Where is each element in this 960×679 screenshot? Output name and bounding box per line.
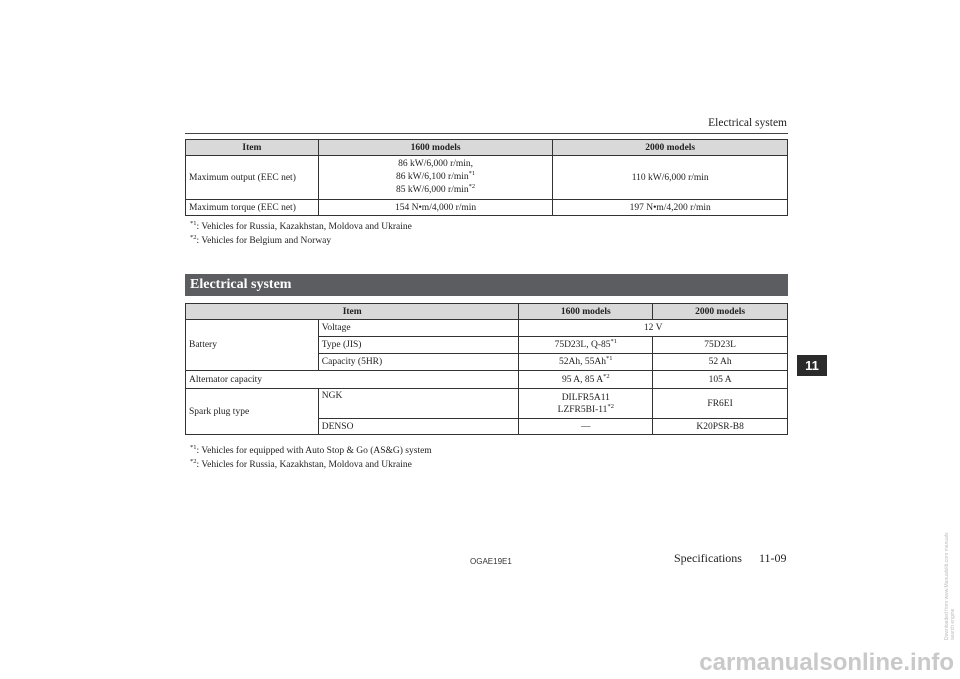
- col-header-item: Item: [186, 304, 519, 320]
- max-output-1600-line: 85 kW/6,000 r/min: [396, 185, 469, 195]
- footnote-mark: *1: [190, 219, 197, 227]
- alternator-1600: [519, 371, 653, 389]
- footnote-text: : Vehicles for Russia, Kazakhstan, Moldova and Ukraine: [196, 222, 412, 232]
- spark-ngk-1600: [519, 389, 653, 419]
- footnote-mark: *1: [190, 443, 197, 451]
- footer-section-title: Specifications: [674, 551, 742, 565]
- battery-type-1600: [519, 337, 653, 354]
- row-label-battery: Battery: [186, 320, 319, 371]
- spark-denso-1600: —: [519, 419, 653, 435]
- battery-type-2000: 75D23L: [653, 337, 788, 354]
- battery-type-1600-value: 75D23L, Q-85: [554, 340, 611, 350]
- max-torque-2000: 197 N•m/4,200 r/min: [553, 200, 788, 216]
- header-rule: [185, 133, 788, 134]
- battery-type-label: Type (JIS): [318, 337, 519, 354]
- footnote-mark: *1: [468, 169, 476, 177]
- spark-ngk-1600-line: LZFR5BI-11: [557, 404, 608, 415]
- alternator-2000: 105 A: [653, 371, 788, 389]
- engine-spec-table: [185, 139, 788, 216]
- col-header-2000: 2000 models: [553, 140, 788, 156]
- table-row: [186, 389, 788, 419]
- footnote-mark: *1: [606, 354, 613, 362]
- spark-ngk-2000: FR6EI: [653, 389, 788, 419]
- battery-capacity-1600: [519, 354, 653, 371]
- spark-ngk-1600-line: DILFR5A11: [561, 392, 610, 403]
- page-number: 11-09: [759, 551, 787, 565]
- col-header-1600: 1600 models: [519, 304, 653, 320]
- footnote: [190, 457, 412, 470]
- document-code: OGAE19E1: [470, 557, 512, 566]
- col-header-item: Item: [186, 140, 319, 156]
- spark-denso-2000: K20PSR-B8: [653, 419, 788, 435]
- col-header-2000: 2000 models: [653, 304, 788, 320]
- battery-capacity-label: Capacity (5HR): [318, 354, 519, 371]
- battery-voltage-value: 12 V: [519, 320, 788, 337]
- battery-capacity-1600-value: 52Ah, 55Ah: [559, 357, 607, 367]
- footnote-mark: *2: [607, 402, 614, 410]
- footnote-text: : Vehicles for Russia, Kazakhstan, Moldova and Ukraine: [196, 460, 412, 470]
- footnote: [190, 233, 332, 246]
- spark-denso-label: DENSO: [318, 419, 519, 435]
- row-label-alternator: Alternator capacity: [186, 371, 519, 389]
- footnote: [190, 219, 412, 232]
- running-title: Electrical system: [708, 117, 787, 129]
- row-label-spark-plug: Spark plug type: [186, 389, 319, 435]
- electrical-spec-table: [185, 303, 788, 435]
- watermark: carmanualsonline.info: [699, 649, 954, 676]
- section-title: Electrical system: [185, 274, 788, 296]
- footnote-mark: *1: [610, 337, 618, 345]
- row-label-max-output: Maximum output (EEC net): [186, 156, 319, 200]
- spark-ngk-label: NGK: [318, 389, 519, 419]
- max-output-1600-line: 86 kW/6,100 r/min: [396, 172, 469, 182]
- footnote-text: : Vehicles for Belgium and Norway: [196, 236, 332, 246]
- table-row: [186, 156, 788, 200]
- max-torque-1600: 154 N•m/4,000 r/min: [318, 200, 553, 216]
- max-output-1600-line: 86 kW/6,000 r/min,: [398, 159, 474, 169]
- footnote-mark: *2: [468, 182, 476, 190]
- max-output-2000: 110 kW/6,000 r/min: [553, 156, 788, 200]
- battery-capacity-2000: 52 Ah: [653, 354, 788, 371]
- max-output-1600: [318, 156, 553, 200]
- alternator-1600-value: 95 A, 85 A: [561, 374, 604, 385]
- table-row: [186, 371, 788, 389]
- footnote-mark: *2: [190, 233, 197, 241]
- footnote: [190, 443, 432, 456]
- side-watermark: Downloaded from www.Manualslib.com manuals search engine: [944, 532, 956, 640]
- footnote-text: : Vehicles for equipped with Auto Stop & Go (AS&G) system: [196, 446, 432, 456]
- footnote-mark: *2: [190, 457, 197, 465]
- table-row: [186, 320, 788, 337]
- row-label-max-torque: Maximum torque (EEC net): [186, 200, 319, 216]
- table-row: [186, 200, 788, 216]
- footnote-mark: *2: [603, 372, 610, 380]
- col-header-1600: 1600 models: [318, 140, 553, 156]
- chapter-tab: 11: [797, 355, 827, 376]
- battery-voltage-label: Voltage: [318, 320, 519, 337]
